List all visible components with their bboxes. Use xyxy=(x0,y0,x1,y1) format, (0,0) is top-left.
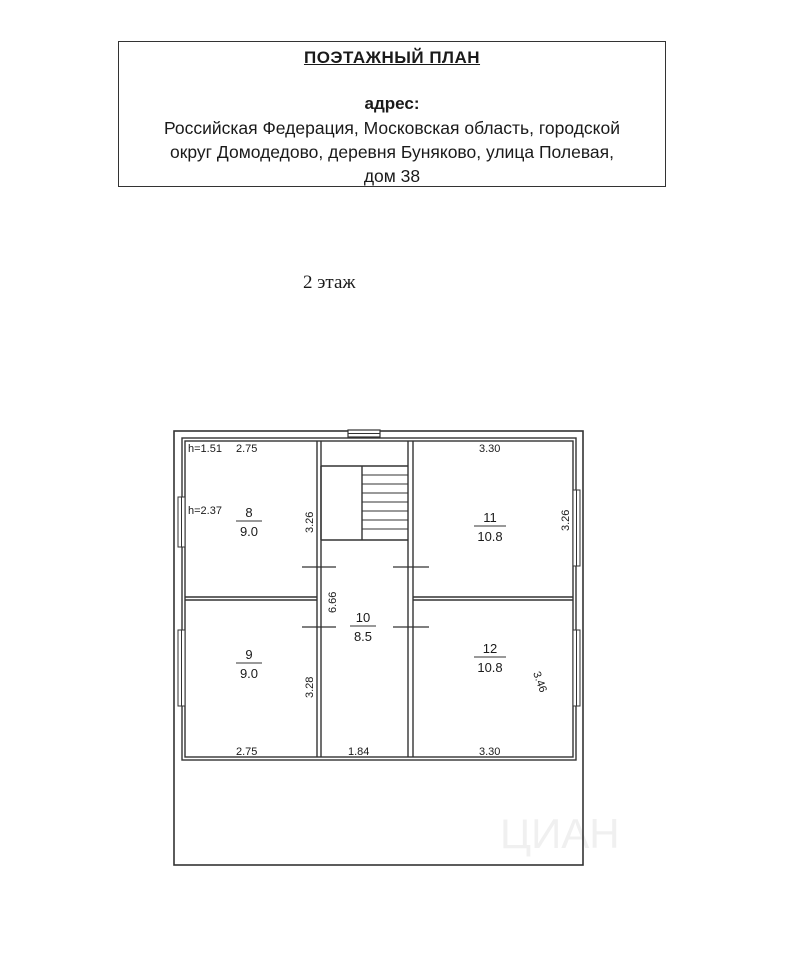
dim-room10-length: 6.66 xyxy=(327,591,339,613)
dim-h-mid: h=2.37 xyxy=(188,505,222,517)
address-line-1: Российская Федерация, Московская область, городской xyxy=(163,118,621,138)
dim-room9-height: 3.28 xyxy=(304,676,316,698)
dim-room9-width: 2.75 xyxy=(236,746,258,758)
floor-label: 2 этаж xyxy=(303,272,356,293)
dim-room10-width: 1.84 xyxy=(348,746,370,758)
windows xyxy=(178,490,580,706)
room-9-area: 9.0 xyxy=(239,666,259,681)
room-labels xyxy=(236,505,506,681)
room-12-number: 12 xyxy=(482,641,498,656)
room-9-number: 9 xyxy=(245,647,253,662)
room-8-area: 9.0 xyxy=(239,524,259,539)
address-label: адрес: xyxy=(364,94,420,113)
staircase xyxy=(362,475,408,529)
walls xyxy=(182,438,576,760)
dim-room8-width: 2.75 xyxy=(236,443,258,455)
dim-room12-height: 3.46 xyxy=(530,669,549,695)
plan-title: ПОЭТАЖНЫЙ ПЛАН xyxy=(303,48,481,67)
room-11-number: 11 xyxy=(483,510,497,525)
room-11-area: 10.8 xyxy=(477,529,503,544)
dim-room11-width: 3.30 xyxy=(479,443,501,455)
address-line-3: дом 38 xyxy=(363,166,421,186)
room-10-area: 8.5 xyxy=(353,629,373,644)
room-12-area: 10.8 xyxy=(477,660,503,675)
address-line-2: округ Домодедово, деревня Буняково, улица Полевая, xyxy=(170,142,614,162)
dim-room12-width: 3.30 xyxy=(479,746,501,758)
building-outline xyxy=(174,431,583,865)
watermark-text: ЦИАН xyxy=(500,810,620,857)
watermark xyxy=(500,810,620,857)
dim-h-top: h=1.51 xyxy=(188,443,222,455)
dim-room8-height: 3.26 xyxy=(304,511,316,533)
dim-room11-height: 3.26 xyxy=(560,509,572,531)
room-10-number: 10 xyxy=(355,610,371,625)
room-8-number: 8 xyxy=(245,505,253,520)
